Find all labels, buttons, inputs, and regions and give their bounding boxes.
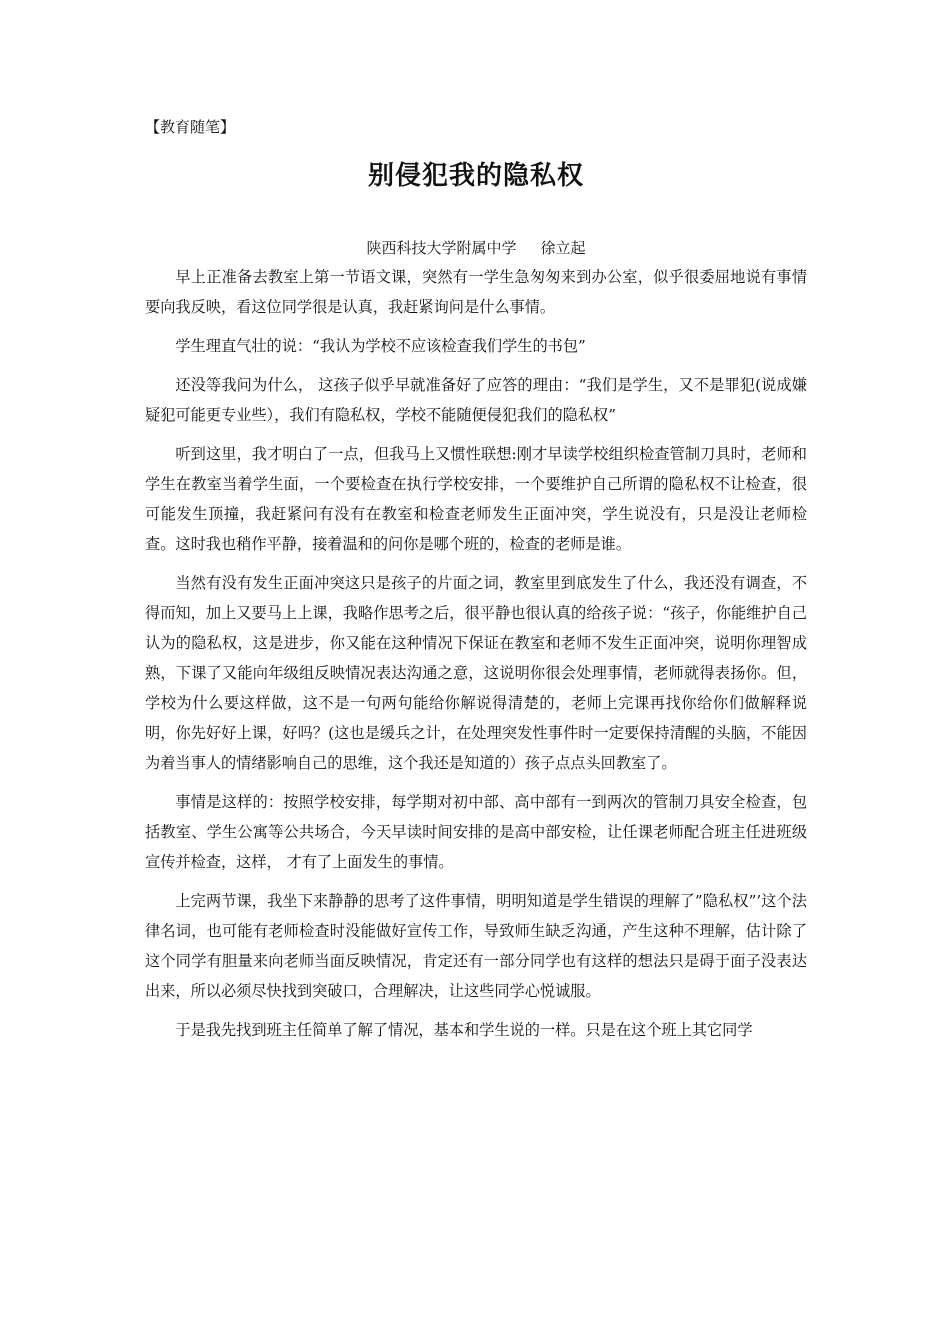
byline-author: 徐立起 bbox=[540, 239, 586, 257]
paragraph: 事情是这样的：按照学校安排，每学期对初中部、高中部有一到两次的管制刀具安全检查，包括教室、学生公寓等公共场合，今天早读时间安排的是高中部安检，让任课老师配合班主任进班级宣传并检查，这样， 才有了上面发生的事情。 bbox=[145, 793, 807, 871]
byline bbox=[145, 237, 807, 259]
byline-school: 陕西科技大学附属中学 bbox=[366, 239, 517, 257]
paragraph: 上完两节课，我坐下来静静的思考了这件事情，明明知道是学生错误的理解了”隐私权”’这个法律名词，也可能有老师检查时没能做好宣传工作，导致师生缺乏沟通，产生这种不理解，估计除了这个同学有胆量来向老师当面反映情况，肯定还有一部分同学也有这样的想法只是碍于面子没表达出来，所以必须尽快找到突破口，合理解决，让这些同学心悦诚服。 bbox=[145, 892, 807, 1000]
paragraph: 当然有没有发生正面冲突这只是孩子的片面之词，教室里到底发生了什么，我还没有调查，不得而知，加上又要马上上课，我略作思考之后，很平静也很认真的给孩子说：“孩子，你能维护自己认为的隐私权，这是进步，你又能在这种情况下保证在教室和老师不发生正面冲突，说明你理智成熟，下课了又能向年级组反映情况表达沟通之意，这说明你很会处理事情，老师就得表扬你。但，学校为什么要这样做，这不是一句两句能给你解说得清楚的，老师上完课再找你给你们做解释说明，你先好好上课，好吗？(这也是缓兵之计，在处理突发性事件时一定要保持清醒的头脑，不能因为着当事人的情绪影响自己的思维，这个我还是知道的）孩子点点头回教室了。 bbox=[145, 574, 807, 772]
article-column bbox=[145, 116, 807, 1054]
column-tag: 【教育随笔】 bbox=[145, 118, 236, 136]
paragraph: 听到这里，我才明白了一点，但我马上又惯性联想:刚才早读学校组织检查管制刀具时，老师和学生在教室当着学生面，一个要检查在执行学校安排，一个要维护自己所谓的隐私权不让检查，很可能发生顶撞，我赶紧问有没有在教室和检查老师发生正面冲突，学生说没有，只是没让老师检查。这时我也稍作平静，接着温和的问你是哪个班的，检查的老师是谁。 bbox=[145, 445, 807, 553]
article-body bbox=[145, 262, 807, 1045]
paragraph: 于是我先找到班主任简单了解了情况，基本和学生说的一样。只是在这个班上其它同学 bbox=[175, 1021, 753, 1039]
paragraph: 早上正准备去教室上第一节语文课，突然有一学生急匆匆来到办公室，似乎很委屈地说有事情要向我反映，看这位同学很是认真，我赶紧询问是什么事情。 bbox=[145, 268, 807, 316]
paragraph: 学生理直气壮的说：“我认为学校不应该检查我们学生的书包” bbox=[175, 337, 586, 355]
paragraph: 还没等我问为什么， 这孩子似乎早就准备好了应答的理由：“我们是学生，又不是罪犯(说成嫌疑犯可能更专业些），我们有隐私权，学校不能随便侵犯我们的隐私权” bbox=[145, 376, 807, 424]
article-title: 别侵犯我的隐私权 bbox=[367, 161, 584, 191]
